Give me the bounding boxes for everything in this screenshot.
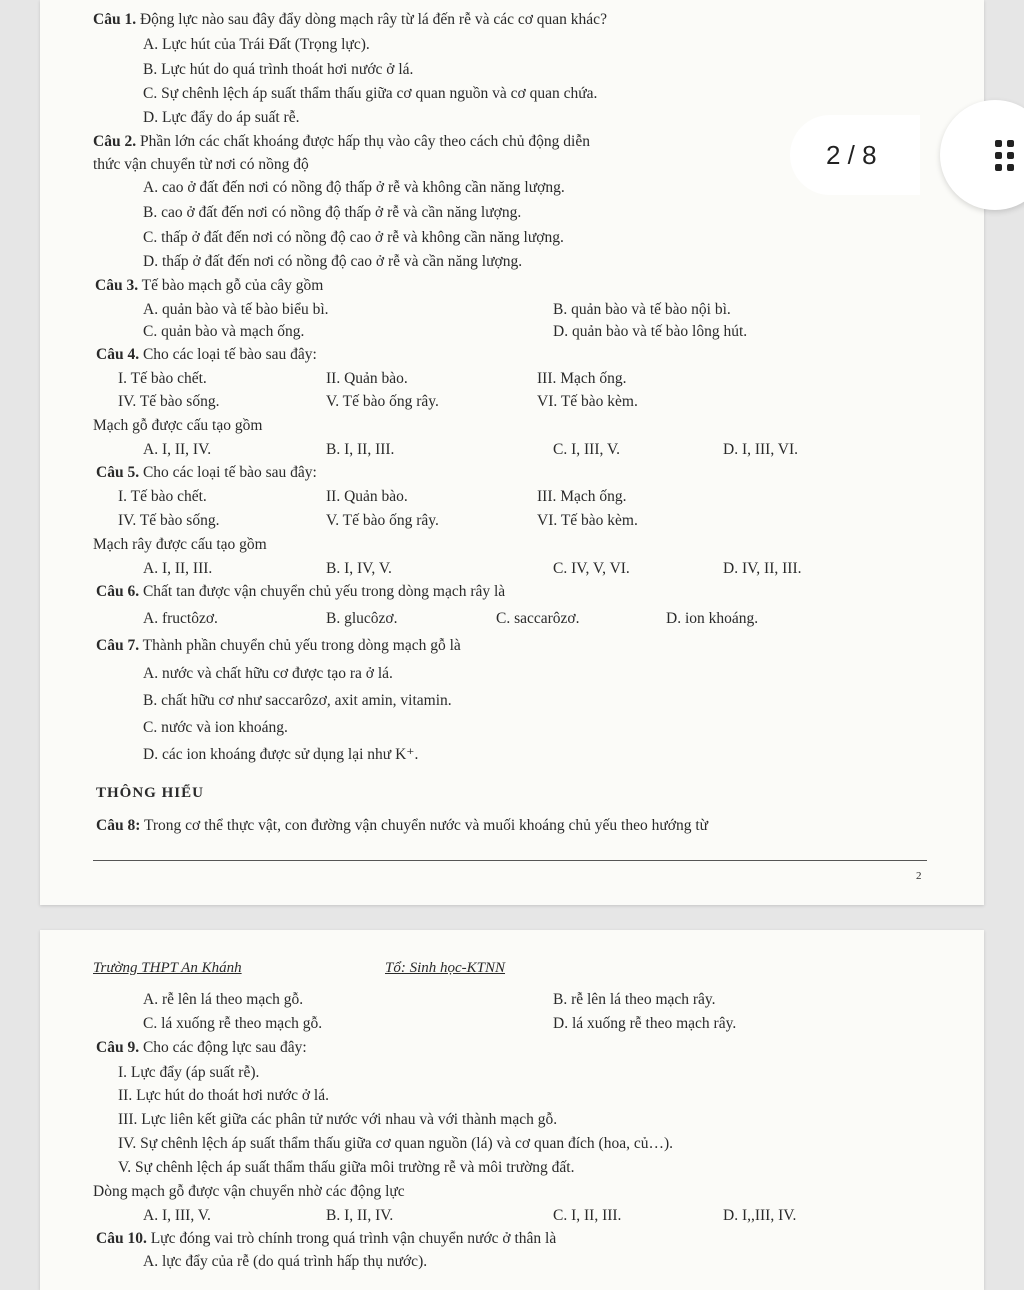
- question-5-item: IV. Tế bào sống.: [118, 512, 220, 529]
- question-3-title: Câu 3. Tế bào mạch gỗ của cây gồm: [95, 277, 324, 294]
- question-5-prompt: Mạch rây được cấu tạo gồm: [93, 536, 267, 553]
- question-9-option-d: D. I,,III, IV.: [723, 1207, 797, 1224]
- question-4-item: VI. Tế bào kèm.: [537, 393, 638, 410]
- question-1-option-d: D. Lực đẩy do áp suất rễ.: [143, 109, 300, 126]
- section-heading: THÔNG HIỂU: [96, 785, 204, 801]
- header-department: Tổ: Sinh học-KTNN: [385, 960, 506, 976]
- page-number: 2: [916, 870, 922, 882]
- question-4-option-a: A. I, II, IV.: [143, 441, 212, 458]
- question-5-title: Câu 5. Cho các loại tế bào sau đây:: [96, 464, 317, 481]
- question-7-option-b: B. chất hữu cơ như saccarôzơ, axit amin, vitamin.: [143, 692, 452, 709]
- question-1-option-a: A. Lực hút của Trái Đất (Trọng lực).: [143, 36, 370, 53]
- question-2-option-d: D. thấp ở đất đến nơi có nồng độ cao ở rễ và cần năng lượng.: [143, 253, 523, 270]
- question-5-option-a: A. I, II, III.: [143, 560, 213, 577]
- question-4-option-d: D. I, III, VI.: [723, 441, 799, 458]
- question-8-option-b: B. rễ lên lá theo mạch rây.: [553, 991, 716, 1008]
- question-4-option-b: B. I, II, III.: [326, 441, 395, 458]
- question-6-title: Câu 6. Chất tan được vận chuyển chủ yếu trong dòng mạch rây là: [96, 583, 506, 600]
- question-2-option-a: A. cao ở đất đến nơi có nồng độ thấp ở rễ và không cần năng lượng.: [143, 179, 565, 196]
- question-9-item: III. Lực liên kết giữa các phân tử nước với nhau và với thành mạch gỗ.: [118, 1111, 558, 1128]
- question-8-title: Câu 8: Trong cơ thể thực vật, con đường vận chuyển nước và muối khoáng chủ yếu theo hướng từ: [96, 817, 709, 834]
- question-4-prompt: Mạch gỗ được cấu tạo gồm: [93, 417, 263, 434]
- question-8-option-a: A. rễ lên lá theo mạch gỗ.: [143, 991, 304, 1008]
- question-8-option-c: C. lá xuống rễ theo mạch gỗ.: [143, 1015, 323, 1032]
- question-2-title: Câu 2. Phần lớn các chất khoáng được hấp thụ vào cây theo cách chủ động diễn: [93, 133, 590, 150]
- footer-rule: [93, 860, 927, 861]
- question-9-option-c: C. I, II, III.: [553, 1207, 622, 1224]
- question-5-option-c: C. IV, V, VI.: [553, 560, 630, 577]
- question-3-option-a: A. quản bào và tế bào biểu bì.: [143, 301, 329, 318]
- question-10-title: Câu 10. Lực đóng vai trò chính trong quá trình vận chuyển nước ở thân là: [96, 1230, 557, 1247]
- question-2-option-b: B. cao ở đất đến nơi có nồng độ thấp ở rễ và cần năng lượng.: [143, 204, 522, 221]
- question-9-item: V. Sự chênh lệch áp suất thẩm thấu giữa môi trường rễ và môi trường đất.: [118, 1159, 575, 1176]
- question-9-item: II. Lực hút do thoát hơi nước ở lá.: [118, 1087, 329, 1104]
- header-school: Trường THPT An Khánh: [93, 960, 242, 976]
- question-1-option-b: B. Lực hút do quá trình thoát hơi nước ở lá.: [143, 61, 414, 78]
- question-7-option-d: D. các ion khoáng được sử dụng lại như K⁺.: [143, 746, 419, 763]
- question-9-option-a: A. I, III, V.: [143, 1207, 211, 1224]
- question-4-item: V. Tế bào ống rây.: [326, 393, 439, 410]
- question-6-option-c: C. saccarôzơ.: [496, 610, 580, 627]
- question-5-option-d: D. IV, II, III.: [723, 560, 802, 577]
- question-7-option-a: A. nước và chất hữu cơ được tạo ra ở lá.: [143, 665, 393, 682]
- question-2-title-cont: thức vận chuyển từ nơi có nồng độ: [93, 156, 309, 173]
- question-4-option-c: C. I, III, V.: [553, 441, 621, 458]
- question-9-option-b: B. I, II, IV.: [326, 1207, 394, 1224]
- question-4-item: III. Mạch ống.: [537, 370, 627, 387]
- question-6-option-d: D. ion khoáng.: [666, 610, 759, 627]
- question-3-option-c: C. quản bào và mạch ống.: [143, 323, 305, 340]
- question-9-item: I. Lực đẩy (áp suất rễ).: [118, 1064, 260, 1081]
- question-5-option-b: B. I, IV, V.: [326, 560, 392, 577]
- question-7-title: Câu 7. Thành phần chuyển chủ yếu trong dòng mạch gỗ là: [96, 637, 461, 654]
- question-4-item: II. Quản bào.: [326, 370, 408, 387]
- question-5-item: I. Tế bào chết.: [118, 488, 207, 505]
- question-9-item: IV. Sự chênh lệch áp suất thẩm thấu giữa cơ quan nguồn (lá) và cơ quan đích (hoa, củ…).: [118, 1135, 674, 1152]
- question-8-option-d: D. lá xuống rễ theo mạch rây.: [553, 1015, 737, 1032]
- question-9-title: Câu 9. Cho các động lực sau đây:: [96, 1039, 307, 1056]
- question-1-title: Câu 1. Động lực nào sau đây đẩy dòng mạch rây từ lá đến rễ và các cơ quan khác?: [93, 11, 607, 28]
- question-3-option-b: B. quản bào và tế bào nội bì.: [553, 301, 731, 318]
- question-6-option-b: B. glucôzơ.: [326, 610, 398, 627]
- question-2-option-c: C. thấp ở đất đến nơi có nồng độ cao ở rễ và không cần năng lượng.: [143, 229, 564, 246]
- question-4-item: I. Tế bào chết.: [118, 370, 207, 387]
- document-page-2: [40, 930, 984, 1290]
- page-indicator-text: 2 / 8: [826, 139, 877, 170]
- question-10-option-a: A. lực đẩy của rễ (do quá trình hấp thụ nước).: [143, 1253, 428, 1270]
- question-5-item: II. Quản bào.: [326, 488, 408, 505]
- question-4-item: IV. Tế bào sống.: [118, 393, 220, 410]
- question-5-item: III. Mạch ống.: [537, 488, 627, 505]
- question-9-prompt: Dòng mạch gỗ được vận chuyển nhờ các động lực: [93, 1183, 405, 1200]
- question-7-option-c: C. nước và ion khoáng.: [143, 719, 288, 736]
- question-6-option-a: A. fructôzơ.: [143, 610, 218, 627]
- question-4-title: Câu 4. Cho các loại tế bào sau đây:: [96, 346, 317, 363]
- page-indicator: [790, 115, 920, 195]
- question-3-option-d: D. quản bào và tế bào lông hút.: [553, 323, 748, 340]
- question-5-item: VI. Tế bào kèm.: [537, 512, 638, 529]
- question-5-item: V. Tế bào ống rây.: [326, 512, 439, 529]
- question-1-option-c: C. Sự chênh lệch áp suất thẩm thấu giữa cơ quan nguồn và cơ quan chứa.: [143, 85, 598, 102]
